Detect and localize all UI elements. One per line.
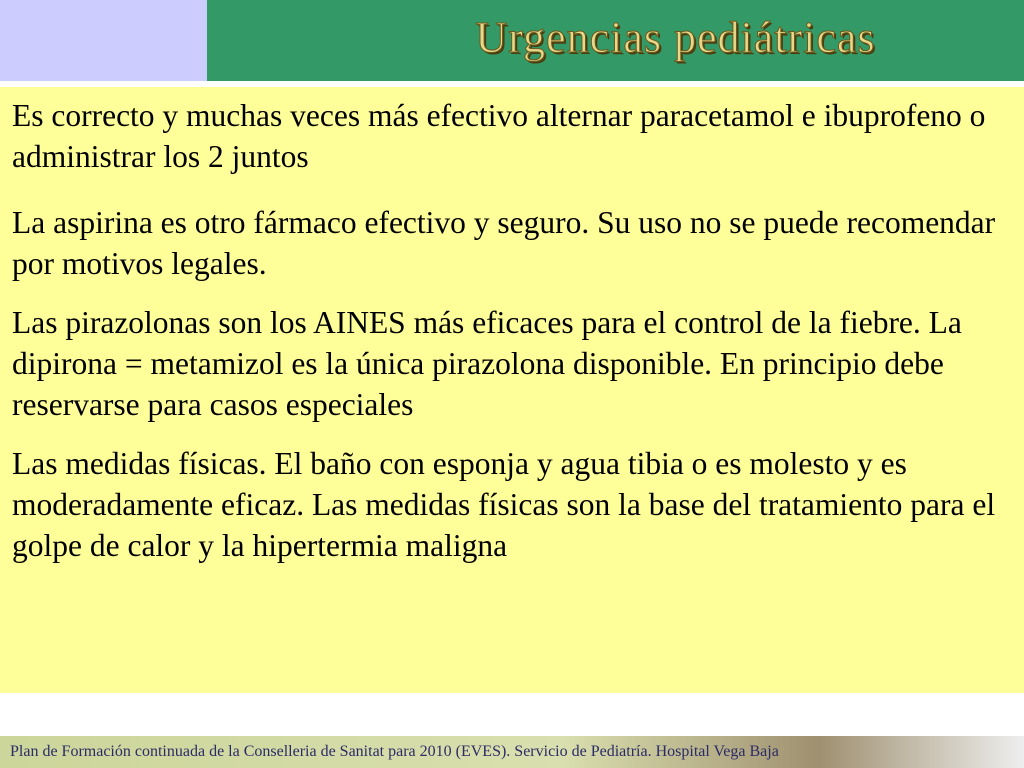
paragraph-physical-measures: Las medidas físicas. El baño con esponja y agua tibia o es molesto y es moderadamente eficaz. Las medidas físicas son la base del tratamiento para el golpe de calor y la hipertermia maligna bbox=[12, 446, 996, 563]
paragraph-pyrazolones: Las pirazolonas son los AINES más eficaces para el control de la fiebre. La dipirona = metamizol es la única pirazolona disponible. En principio debe reservarse para casos especiales bbox=[12, 305, 962, 422]
slide-title: Urgencias pediátricas bbox=[475, 13, 876, 62]
content-panel bbox=[0, 87, 1024, 693]
paragraph-alternating-antipyretics: Es correcto y muchas veces más efectivo alternar paracetamol e ibuprofeno o administrar los 2 juntos bbox=[12, 98, 986, 174]
paragraph-aspirin: La aspirina es otro fármaco efectivo y seguro. Su uso no se puede recomendar por motivos legales. bbox=[12, 205, 996, 281]
corner-decoration bbox=[0, 0, 207, 81]
footer-text: Plan de Formación continuada de la Conselleria de Sanitat para 2010 (EVES). Servicio de Pediatría. Hospital Vega Baja bbox=[10, 743, 779, 760]
